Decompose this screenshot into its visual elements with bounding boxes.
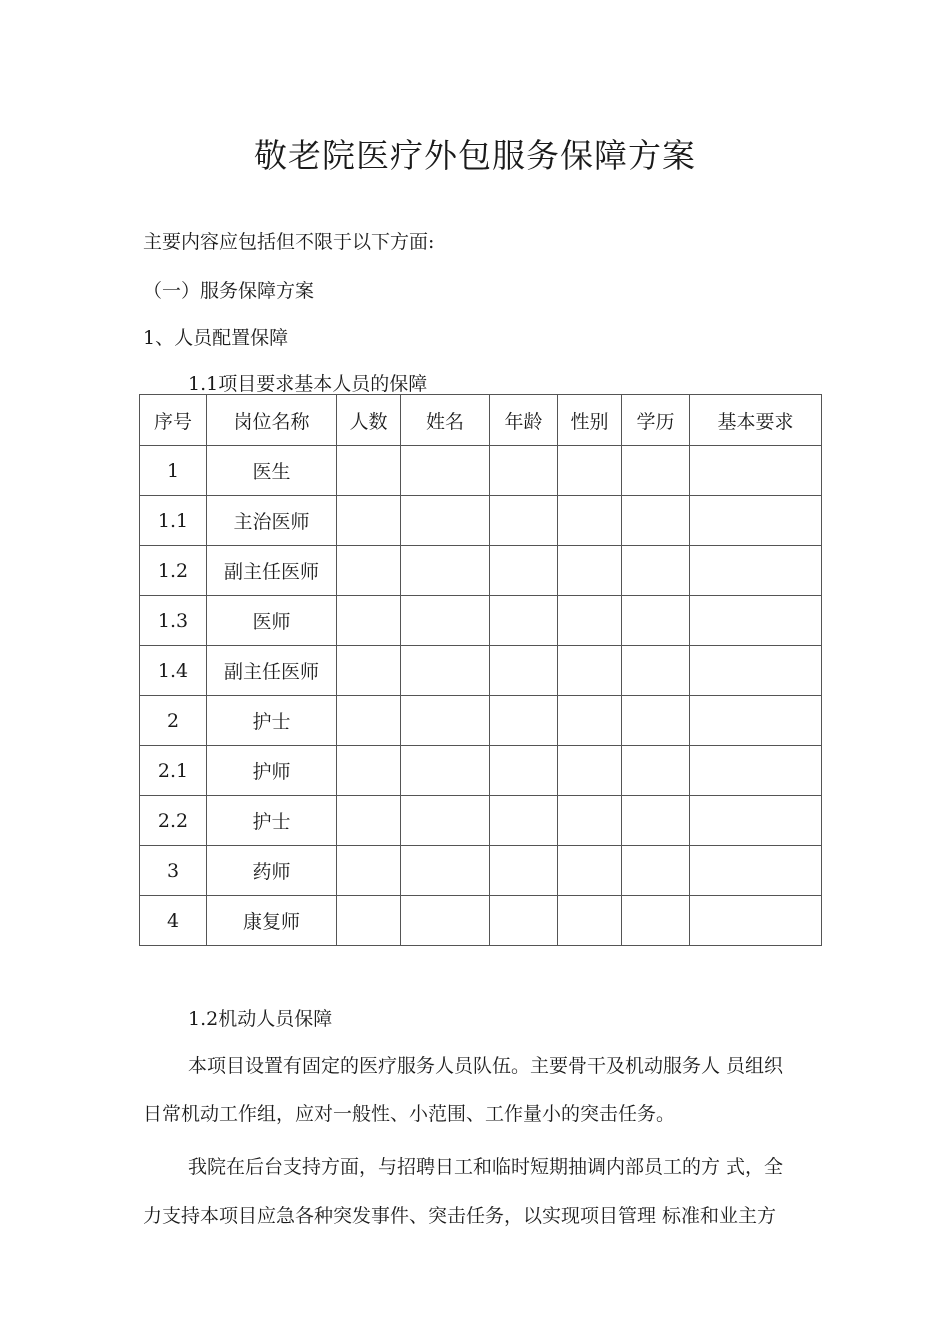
empty-cell [690,846,822,896]
empty-cell [337,596,401,646]
empty-cell [622,896,690,946]
staff-table [139,394,822,946]
subsection-heading: 1、人员配置保障 [143,327,289,349]
empty-cell [401,846,490,896]
row-number: 4 [140,896,207,946]
table-row [140,796,822,846]
empty-cell [558,596,622,646]
empty-cell [690,496,822,546]
empty-cell [337,446,401,496]
empty-cell [401,546,490,596]
intro-text: 主要内容应包括但不限于以下方面: [143,231,435,253]
empty-cell [337,896,401,946]
empty-cell [622,646,690,696]
body-text-line: 本项目设置有固定的医疗服务人员队伍。主要骨干及机动服务人 员组织 [188,1055,784,1077]
subsection-1-1-heading: 1.1项目要求基本人员的保障 [188,373,428,395]
empty-cell [690,896,822,946]
empty-cell [490,746,558,796]
page-title: 敬老院医疗外包服务保障方案 [254,136,696,175]
column-header: 性别 [558,395,622,446]
row-number: 3 [140,846,207,896]
empty-cell [558,446,622,496]
empty-cell [622,796,690,846]
post-name: 副主任医师 [207,646,337,696]
empty-cell [401,446,490,496]
empty-cell [558,546,622,596]
empty-cell [401,746,490,796]
empty-cell [622,596,690,646]
empty-cell [490,646,558,696]
table-row [140,596,822,646]
empty-cell [690,596,822,646]
column-header: 岗位名称 [207,395,337,446]
empty-cell [337,796,401,846]
empty-cell [558,746,622,796]
empty-cell [558,846,622,896]
empty-cell [490,846,558,896]
row-number: 1.3 [140,596,207,646]
empty-cell [690,696,822,746]
post-name: 主治医师 [207,496,337,546]
empty-cell [558,646,622,696]
empty-cell [337,846,401,896]
empty-cell [558,696,622,746]
empty-cell [622,846,690,896]
body-text-line: 我院在后台支持方面，与招聘日工和临时短期抽调内部员工的方 式，全 [188,1156,784,1178]
row-number: 2.1 [140,746,207,796]
empty-cell [622,696,690,746]
row-number: 1.2 [140,546,207,596]
empty-cell [558,896,622,946]
empty-cell [622,546,690,596]
row-number: 2 [140,696,207,746]
empty-cell [622,746,690,796]
empty-cell [558,496,622,546]
empty-cell [401,496,490,546]
post-name: 护士 [207,796,337,846]
empty-cell [401,796,490,846]
empty-cell [401,596,490,646]
table-header-row [140,395,822,446]
empty-cell [490,696,558,746]
column-header: 人数 [337,395,401,446]
empty-cell [490,496,558,546]
row-number: 1 [140,446,207,496]
empty-cell [690,446,822,496]
row-number: 2.2 [140,796,207,846]
empty-cell [337,646,401,696]
column-header: 姓名 [401,395,490,446]
table-row [140,746,822,796]
column-header: 年龄 [490,395,558,446]
empty-cell [558,796,622,846]
column-header: 学历 [622,395,690,446]
empty-cell [337,696,401,746]
empty-cell [690,546,822,596]
table-row [140,896,822,946]
post-name: 康复师 [207,896,337,946]
table-row [140,546,822,596]
table-row [140,646,822,696]
body-text-line: 日常机动工作组，应对一般性、小范围、工作量小的突击任务。 [143,1103,676,1125]
subsection-1-2-heading: 1.2机动人员保障 [188,1008,333,1030]
section-heading: （一）服务保障方案 [143,280,315,302]
empty-cell [337,496,401,546]
post-name: 护师 [207,746,337,796]
empty-cell [337,546,401,596]
empty-cell [622,496,690,546]
row-number: 1.4 [140,646,207,696]
empty-cell [401,896,490,946]
empty-cell [490,796,558,846]
column-header: 序号 [140,395,207,446]
empty-cell [490,596,558,646]
table-row [140,696,822,746]
row-number: 1.1 [140,496,207,546]
post-name: 医生 [207,446,337,496]
empty-cell [490,896,558,946]
empty-cell [401,696,490,746]
table-row [140,496,822,546]
table-row [140,846,822,896]
table-row [140,446,822,496]
post-name: 副主任医师 [207,546,337,596]
post-name: 护士 [207,696,337,746]
post-name: 医师 [207,596,337,646]
empty-cell [401,646,490,696]
empty-cell [337,746,401,796]
body-text-line: 力支持本项目应急各种突发事件、突击任务，以实现项目管理 标准和业主方 [143,1205,777,1227]
empty-cell [690,746,822,796]
empty-cell [690,646,822,696]
post-name: 药师 [207,846,337,896]
empty-cell [690,796,822,846]
empty-cell [490,546,558,596]
empty-cell [622,446,690,496]
column-header: 基本要求 [690,395,822,446]
empty-cell [490,446,558,496]
